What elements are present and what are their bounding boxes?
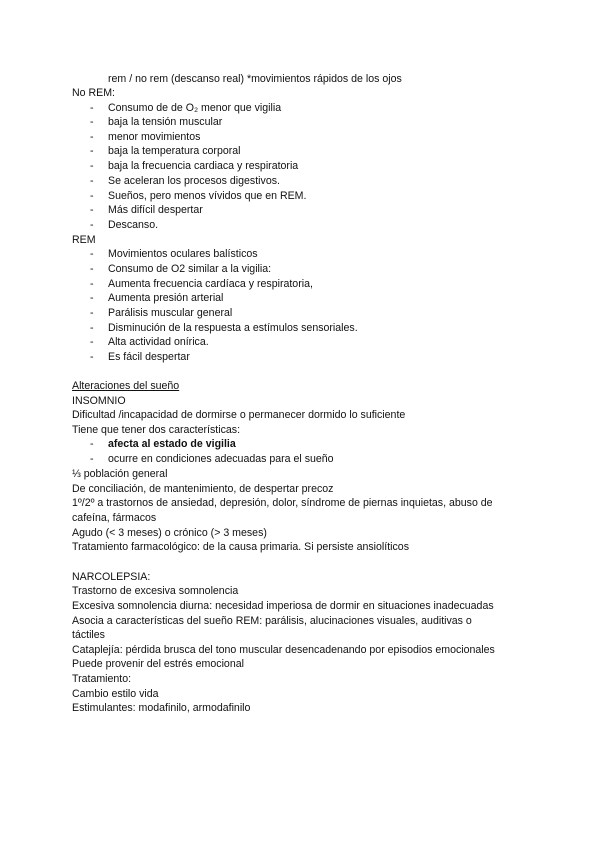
list-bullet: - — [90, 263, 94, 275]
list-item: Consumo de de O₂ menor que vigilia — [108, 102, 282, 114]
list-bullet: - — [90, 307, 94, 319]
list-bullet: - — [90, 131, 94, 143]
list-bullet: - — [90, 190, 94, 202]
list-item: Sueños, pero menos vívidos que en REM. — [108, 190, 307, 202]
text-line: Cataplejía: pérdida brusca del tono muscular desencadenando por episodios emocionales — [72, 644, 495, 656]
list-bullet: - — [90, 219, 94, 231]
text-line: Estimulantes: modafinilo, armodafinilo — [72, 702, 251, 714]
list-item: Aumenta presión arterial — [108, 292, 224, 304]
insomnio-heading: INSOMNIO — [72, 395, 126, 407]
list-bullet: - — [90, 278, 94, 290]
list-bullet: - — [90, 336, 94, 348]
list-bullet: - — [90, 204, 94, 216]
text-line: 1º/2º a trastornos de ansiedad, depresión, dolor, síndrome de piernas inquietas, abuso de — [72, 497, 493, 509]
list-bullet: - — [90, 175, 94, 187]
list-item: baja la temperatura corporal — [108, 145, 241, 157]
text-line: Excesiva somnolencia diurna: necesidad imperiosa de dormir en situaciones inadecuadas — [72, 600, 494, 612]
norem-heading: No REM: — [72, 87, 115, 99]
intro-line: rem / no rem (descanso real) *movimientos rápidos de los ojos — [108, 73, 402, 85]
narcolepsia-heading: NARCOLEPSIA: — [72, 571, 151, 583]
text-line: De conciliación, de mantenimiento, de despertar precoz — [72, 483, 334, 495]
rem-heading: REM — [72, 234, 96, 246]
text-line: Tratamiento farmacológico: de la causa primaria. Si persiste ansiolíticos — [72, 541, 409, 553]
list-bullet: - — [90, 322, 94, 334]
text-line: Trastorno de excesiva somnolencia — [72, 585, 239, 597]
list-item: Más difícil despertar — [108, 204, 203, 216]
text-line: Tratamiento: — [72, 673, 132, 685]
list-bullet: - — [90, 438, 94, 450]
insomnio-definition: Dificultad /incapacidad de dormirse o permanecer dormido lo suficiente — [72, 409, 406, 421]
list-item: Alta actividad onírica. — [108, 336, 209, 348]
list-item: Consumo de O2 similar a la vigilia: — [108, 263, 272, 275]
list-bullet: - — [90, 292, 94, 304]
text-line: Agudo (< 3 meses) o crónico (> 3 meses) — [72, 527, 267, 539]
text-line: cafeína, fármacos — [72, 512, 157, 524]
list-item: Es fácil despertar — [108, 351, 190, 363]
text-line: táctiles — [72, 629, 105, 641]
list-bullet: - — [90, 248, 94, 260]
list-bullet: - — [90, 453, 94, 465]
list-item: menor movimientos — [108, 131, 201, 143]
list-item: Disminución de la respuesta a estímulos sensoriales. — [108, 322, 358, 334]
text-line: Cambio estilo vida — [72, 688, 159, 700]
list-bullet: - — [90, 160, 94, 172]
list-bullet: - — [90, 351, 94, 363]
list-item: Descanso. — [108, 219, 159, 231]
list-item: baja la frecuencia cardiaca y respiratoria — [108, 160, 299, 172]
text-line: Puede provenir del estrés emocional — [72, 658, 244, 670]
list-bullet: - — [90, 145, 94, 157]
insomnio-requirements: Tiene que tener dos características: — [72, 424, 241, 436]
list-bullet: - — [90, 102, 94, 114]
list-item: Aumenta frecuencia cardíaca y respiratoria, — [108, 278, 313, 290]
list-item: baja la tensión muscular — [108, 116, 223, 128]
text-line: ⅓ población general — [72, 468, 168, 480]
text-line: Asocia a características del sueño REM: parálisis, alucinaciones visuales, auditivas o — [72, 615, 472, 627]
list-item: afecta al estado de vigilia — [108, 438, 236, 450]
list-bullet: - — [90, 116, 94, 128]
list-item: Parálisis muscular general — [108, 307, 233, 319]
list-item: Movimientos oculares balísticos — [108, 248, 258, 260]
section-title: Alteraciones del sueño — [72, 380, 180, 392]
list-item: Se aceleran los procesos digestivos. — [108, 175, 280, 187]
list-item: ocurre en condiciones adecuadas para el sueño — [108, 453, 334, 465]
